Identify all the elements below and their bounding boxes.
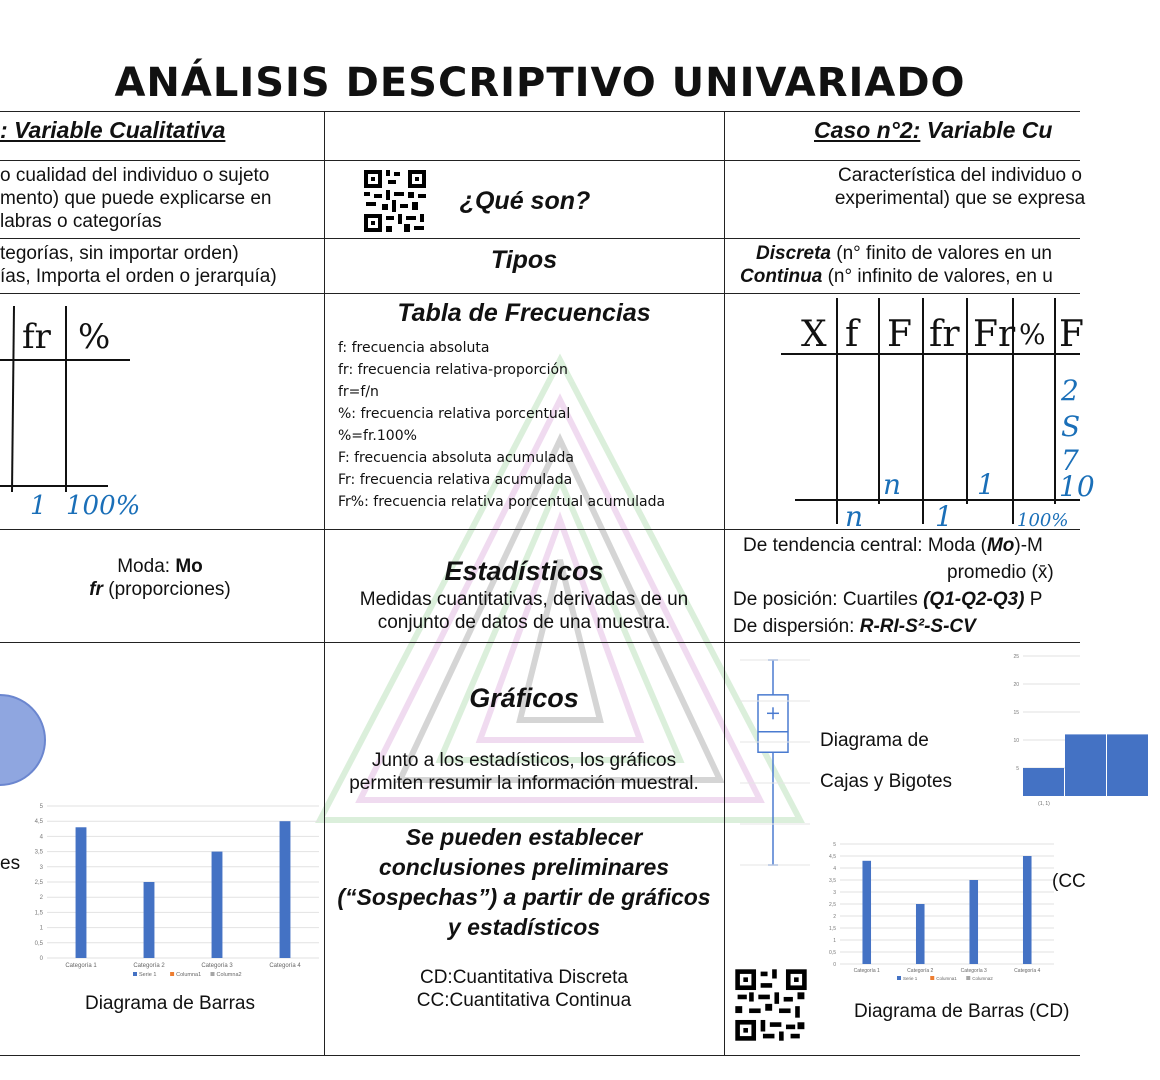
dispersion: De dispersión: [733, 616, 860, 637]
bar [916, 904, 925, 964]
fr-desc: (proporciones) [102, 579, 231, 600]
legend-label: Serie 1 [903, 976, 918, 981]
y-tick-label: 15 [1013, 710, 1019, 716]
bar [212, 852, 223, 958]
definition-line: f: frecuencia absoluta [338, 340, 490, 356]
x-tick-label: Categoría 2 [907, 968, 934, 974]
boxplot-caption-line1: Diagrama de [820, 730, 929, 751]
histogram-chart [1005, 650, 1080, 815]
hand-one-bottom: 1 [935, 500, 953, 533]
y-tick-label: 3,5 [34, 849, 43, 856]
tipos-left-line: tegorías, sin importar orden) [0, 243, 239, 264]
tendencia-central: De tendencia central: Moda ( [743, 535, 987, 556]
header-right [814, 116, 1052, 144]
right-bar-caption: Diagrama de Barras (CD) [854, 1001, 1070, 1022]
bar [144, 882, 155, 958]
hand-header: F [887, 314, 912, 355]
graficos-label: Gráficos [469, 683, 579, 713]
cuartiles: (Q1-Q2-Q3) [923, 589, 1025, 610]
legend-label: Columna1 [936, 976, 957, 981]
legend-swatch [170, 972, 174, 976]
legend-swatch [930, 976, 934, 980]
pie-chart-fragment [0, 695, 40, 785]
y-tick-label: 2 [39, 895, 43, 902]
definition-line: fr=f/n [338, 384, 379, 400]
tendencia-rest: )-M [1014, 535, 1043, 556]
que-son-label: ¿Qué son? [459, 187, 591, 215]
x-tick-label: Categoría 4 [269, 963, 301, 969]
posicion-rest: P [1024, 589, 1043, 610]
conclusion-line: Se pueden establecer [405, 824, 643, 850]
hand-hundred: 100% [66, 491, 141, 521]
legend-swatch [966, 976, 970, 980]
que-son-left-line: o cualidad del individuo o sujeto [0, 165, 270, 186]
y-tick-label: 5 [39, 804, 43, 810]
histogram-bar [1107, 734, 1148, 796]
legend-label: Columna1 [176, 972, 202, 978]
x-tick-label: Categoría 3 [960, 968, 987, 974]
tipos-left-line: ías, Importa el orden o jerarquía) [0, 266, 277, 287]
hand-header: X [801, 314, 827, 355]
estadisticos-label: Estadísticos [444, 556, 604, 586]
legend-label: Serie 1 [139, 972, 157, 978]
y-tick-label: 1,5 [829, 926, 836, 932]
y-tick-label: 25 [1013, 654, 1019, 660]
header-right-prefix: Caso n°2: [814, 117, 921, 143]
y-tick-label: 5 [833, 842, 836, 848]
qr-code-icon[interactable] [733, 967, 809, 1043]
cc-label: CC:Cuantitativa Continua [416, 990, 632, 1011]
legend-label: Columna2 [216, 972, 242, 978]
que-son-right-line: Característica del individuo o [838, 165, 1082, 186]
hand-n-bottom: n [845, 500, 864, 533]
y-tick-label: 4,5 [34, 819, 43, 826]
hand-one-top: 1 [977, 468, 995, 501]
bar [1023, 856, 1032, 964]
x-tick-label: Categoría 3 [201, 963, 233, 969]
y-tick-label: 0 [833, 962, 836, 968]
right-handwritten-table [725, 294, 1095, 533]
header-left [0, 116, 225, 144]
hand-blue: S [1061, 410, 1081, 443]
hand-blue: 7 [1061, 444, 1079, 477]
cd-label: CD:Cuantitativa Discreta [419, 967, 629, 988]
que-son-left [0, 164, 320, 233]
promedio: promedio (x̄) [947, 562, 1054, 583]
que-son-left-line: mento) que puede explicarse en [0, 188, 272, 209]
que-son-right-line: experimental) que se expresa [834, 188, 1086, 209]
bar [969, 880, 978, 964]
y-tick-label: 2,5 [34, 880, 43, 886]
tendencia-mo: Mo [986, 535, 1015, 556]
graficos-desc [324, 749, 724, 795]
tipos-right [740, 242, 1100, 288]
legend-label: Columna2 [972, 976, 993, 981]
header-left-text: : Variable Cualitativa [0, 117, 226, 143]
dispersion-measures: R-RI-S²-S-CV [859, 616, 976, 637]
y-tick-label: 4 [833, 866, 836, 872]
definition-line: fr: frecuencia relativa-proporción [338, 362, 568, 378]
y-tick-label: 0 [39, 956, 43, 962]
hand-pct-bottom: 100% [1017, 510, 1069, 531]
y-tick-label: 3 [39, 864, 43, 871]
boxplot-caption [820, 720, 952, 802]
definition-line: F: frecuencia absoluta acumulada [338, 450, 574, 466]
hand-header: Fr [973, 314, 1016, 355]
y-tick-label: 1 [39, 925, 43, 932]
x-tick-label: Categoría 4 [1014, 968, 1041, 974]
right-cut-label: (CC [1052, 871, 1086, 892]
definition-line: %=fr.100% [338, 428, 417, 444]
definition-line: Fr%: frecuencia relativa porcentual acumulada [338, 494, 666, 510]
estadisticos-desc-line: Medidas cuantitativas, derivadas de un [359, 589, 689, 610]
legend-swatch [211, 972, 215, 976]
left-bar-caption: Diagrama de Barras [84, 993, 256, 1014]
x-tick-label: (1, 1) [1038, 801, 1050, 807]
tipos-discreta-desc: (n° finito de valores en un [831, 243, 1052, 264]
moda-label: Moda: [117, 556, 176, 577]
hand-pct: % [78, 317, 111, 357]
boxplot-caption-line2: Cajas y Bigotes [820, 771, 953, 792]
x-tick-label: Categoría 1 [853, 968, 880, 974]
posicion: De posición: Cuartiles [733, 589, 924, 610]
y-tick-label: 1,5 [34, 910, 43, 917]
header-right-suffix: Variable Cu [920, 117, 1053, 143]
legend-swatch [133, 972, 137, 976]
que-son-left-line: labras o categorías [0, 211, 162, 232]
graficos-conclusion [324, 822, 724, 942]
histogram-bar [1023, 768, 1064, 796]
y-tick-label: 5 [1016, 766, 1019, 772]
hand-fr: fr [22, 317, 51, 357]
estadisticos-desc [324, 588, 724, 634]
x-tick-label: Categoría 2 [133, 963, 165, 969]
graficos-desc-line: Junto a los estadísticos, los gráficos [371, 750, 677, 771]
hand-one: 1 [30, 491, 47, 521]
y-tick-label: 10 [1013, 738, 1019, 744]
bar [76, 827, 87, 958]
hand-n-top: n [883, 468, 902, 501]
estadisticos-left [0, 555, 320, 601]
y-tick-label: 0,5 [34, 940, 43, 947]
fr-label: fr [89, 579, 103, 600]
hand-header: fr [929, 314, 960, 355]
y-tick-label: 3,5 [829, 878, 836, 884]
tipos-continua: Continua [740, 266, 823, 287]
bar-chart-right [820, 838, 1080, 990]
left-handwritten-table [0, 296, 320, 526]
hand-blue: 10 [1059, 470, 1095, 503]
estadisticos-desc-line: conjunto de datos de una muestra. [377, 612, 671, 633]
tipos-discreta: Discreta [756, 243, 831, 264]
bar [280, 821, 291, 958]
conclusion-line: (“Sospechas”) a partir de gráficos [337, 884, 711, 910]
definition-line: Fr: frecuencia relativa acumulada [338, 472, 573, 488]
tipos-left [0, 242, 320, 288]
y-tick-label: 3 [833, 890, 836, 896]
moda-value: Mo [175, 556, 203, 577]
tipos-continua-desc: (n° infinito de valores, en u [822, 266, 1053, 287]
qr-code-icon[interactable] [362, 168, 428, 234]
y-tick-label: 20 [1013, 682, 1019, 688]
histogram-bar [1065, 734, 1106, 796]
bar [862, 861, 871, 964]
conclusion-line: y estadísticos [447, 914, 601, 940]
x-tick-label: Categoría 1 [65, 963, 97, 969]
page-title: ANÁLISIS DESCRIPTIVO UNIVARIADO [114, 60, 966, 106]
hand-header: % [1019, 318, 1046, 351]
y-tick-label: 4,5 [829, 854, 836, 860]
que-son-right [760, 164, 1160, 210]
definition-line: %: frecuencia relativa porcentual [338, 406, 571, 422]
box [758, 695, 788, 752]
tipos-label: Tipos [490, 246, 558, 274]
tabla-label: Tabla de Frecuencias [397, 299, 651, 327]
hand-header: f [845, 314, 859, 355]
y-tick-label: 2,5 [829, 902, 836, 908]
tabla-definitions [338, 337, 722, 513]
bar-chart-left [25, 800, 325, 988]
legend-swatch [897, 976, 901, 980]
left-cut-label: es [0, 853, 21, 874]
y-tick-label: 2 [833, 914, 836, 920]
hand-header: F [1059, 314, 1084, 355]
hand-blue: 2 [1061, 374, 1079, 407]
y-tick-label: 4 [39, 834, 43, 841]
cd-cc-legend [324, 966, 724, 1012]
graficos-desc-line: permiten resumir la información muestral. [349, 773, 699, 794]
boxplot-chart [740, 650, 810, 880]
estadisticos-right [733, 532, 1093, 640]
y-tick-label: 0,5 [829, 950, 836, 956]
y-tick-label: 1 [833, 938, 836, 944]
conclusion-line: conclusiones preliminares [378, 854, 670, 880]
